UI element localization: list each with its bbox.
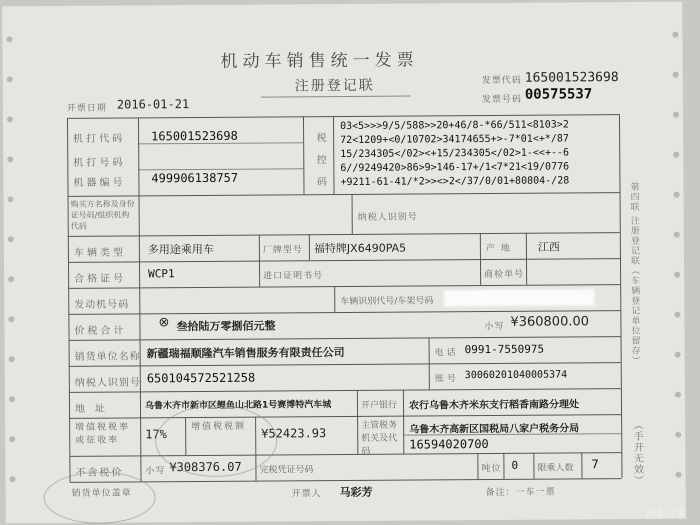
origin-label: 产地 [485,243,516,255]
issue-date: 2016-01-21 [116,97,190,112]
grid-line [357,416,358,454]
tax-authority: 乌鲁木齐高新区国税局八家户税务分局 [409,423,580,436]
tax-code-line: 03<5>>>9/5/588>>20+46/8-*66/511<8103>2 [340,119,569,133]
buyer-name-label: 购买方名称及身份证号码/组织机构代码 [70,199,135,231]
invoice-title: 机动车销售统一发票 [220,50,419,72]
grid-line [526,233,527,285]
tax-authority-label: 主管税务机关及代码 [361,420,398,457]
pretax-label: 不含税价 [75,467,124,479]
seller-taxid-label: 纳税人识别号 [74,377,141,389]
pretax-small-label: 小写 [145,466,166,477]
cert-label: 合格证号 [74,273,127,285]
phone-label: 电话 [434,348,459,359]
tax-code-line: 6//9249420>86>9>146-17+/1<7*21<19/0776 [340,161,570,175]
total-in-words: 叁拾陆万零捌佰元整 [176,319,276,334]
seller-seal-stamp [43,471,155,524]
watermark: 汽车之家 [646,509,686,520]
seats-label: 限乘人数 [537,463,574,474]
machine-number-label: 机器编号 [73,177,126,189]
tractor-holes-left [4,6,18,523]
engine-label: 发动机号码 [74,299,130,311]
subtitle-underline [261,96,411,98]
grid-line [68,258,620,263]
machine-no-label: 机打号码 [73,157,126,169]
grid-line [69,414,621,419]
grid-line [403,390,404,416]
tax-control-label: 税控码 [314,132,326,199]
grid-line [352,194,353,234]
tax-code-line: 72<1209+<0/10702>34174655+>-7*01<+*/87 [340,133,569,147]
grid-line [69,388,621,393]
total-amount: ¥360800.00 [510,314,590,330]
vehicle-type: 多用途乘用车 [147,242,214,257]
grid-line [68,192,620,197]
tax-code-line: 15/234305</02><+15/234305</02>1-<<+--6 [340,147,570,161]
grid-line [68,232,620,237]
brand-model: 福特牌JX6490PA5 [313,241,407,256]
grid-line [67,114,619,119]
invoice-code-label: 发票代码 [481,75,522,87]
invoice-code: 165001523698 [524,70,619,86]
brand-label: 厂牌型号 [262,245,303,256]
origin: 江西 [537,240,560,254]
vat-amount-label: 增值税税额 [191,421,247,433]
grid-line [429,337,430,389]
account-label: 账号 [434,374,459,385]
grid-line [333,116,335,194]
vehicle-type-label: 车辆类型 [73,247,126,259]
vat-rate-label: 增值税税率或征收率 [75,422,131,446]
machine-code: 165001523698 [151,128,238,144]
tax-code-line: +9211-61-41/*2>><>2</37/0/01+80804-/28 [340,175,570,189]
vat-amount: ¥52423.93 [261,426,327,441]
grid-line [480,233,481,285]
grid-line [533,453,534,479]
grid-line [68,284,620,289]
grid-line [357,390,358,416]
date-label: 开票日期 [66,103,107,114]
grid-line [309,234,310,260]
machine-number: 499906138757 [151,170,239,186]
tonnage-label: 吨位 [481,463,502,475]
grid-line [67,118,71,482]
tonnage: 0 [511,458,519,472]
grid-line [477,453,478,479]
invoice-no-label: 发票号码 [481,94,522,106]
seller-seal-label: 销货单位盖章 [71,488,132,499]
duty-cert-label: 完税凭证号码 [259,465,314,476]
vat-rate: 17% [145,427,167,442]
pretax-amount: ¥308376.07 [169,459,242,475]
grid-line [303,116,305,194]
seller-bank: 农行乌鲁木齐米东支行稻香南路分理处 [408,399,580,412]
grid-line [69,362,621,367]
grid-line [334,286,335,312]
issuer-name: 马彩芳 [339,485,373,500]
invoice-paper [2,2,686,524]
grid-line [69,336,621,341]
seller-taxid: 650104572521258 [146,370,256,386]
invoice-subtitle: 注册登记联 [294,77,375,95]
buyer-taxid-label: 纳税人识别号 [357,212,418,223]
vin-redaction [444,289,594,306]
grid-line [69,452,621,457]
total-small-label: 小写 [484,321,505,333]
handwritten-invalid-note: （手开无效） [631,419,643,486]
address-label: 地址 [74,403,116,415]
total-label: 价税合计 [74,325,127,337]
x-circle-icon: ⊗ [158,315,170,331]
seats: 7 [591,457,599,472]
bank-label: 开户银行 [360,400,398,411]
grid-line [138,117,142,481]
tax-authority-code: 16594020700 [409,436,489,452]
grid-line [70,478,622,483]
import-cert-label: 进口证明书号 [263,271,324,282]
seller-name-label: 销货单位名称 [74,351,141,363]
grid-line [403,416,404,454]
grid-line [581,452,582,478]
machine-code-label: 机打代码 [73,133,126,145]
grid-line [503,453,504,479]
vin-label: 车辆识别代号/车架号码 [340,296,434,308]
invoice-number: 00575537 [524,86,593,103]
tractor-holes-right [670,2,684,519]
copy-designation: 第四联 注册登记联（车辆登记单位留存） [628,181,640,366]
seller-address: 乌鲁木齐市新市区鲤鱼山北路1号赛博特汽车城 [144,400,332,412]
seller-account: 30060201040005374 [464,369,568,382]
remark: 备注：一车一票 [485,487,556,499]
issuer-label: 开票人 [291,489,322,500]
grid-line [259,235,260,287]
seller-phone: 0991-7550975 [464,342,545,357]
grid-line [619,114,623,478]
inspection-label: 商检单号 [484,269,525,281]
seller-name: 新疆瑞福顺隆汽车销售服务有限责任公司 [146,345,345,361]
cert-number: WCP1 [148,267,175,281]
